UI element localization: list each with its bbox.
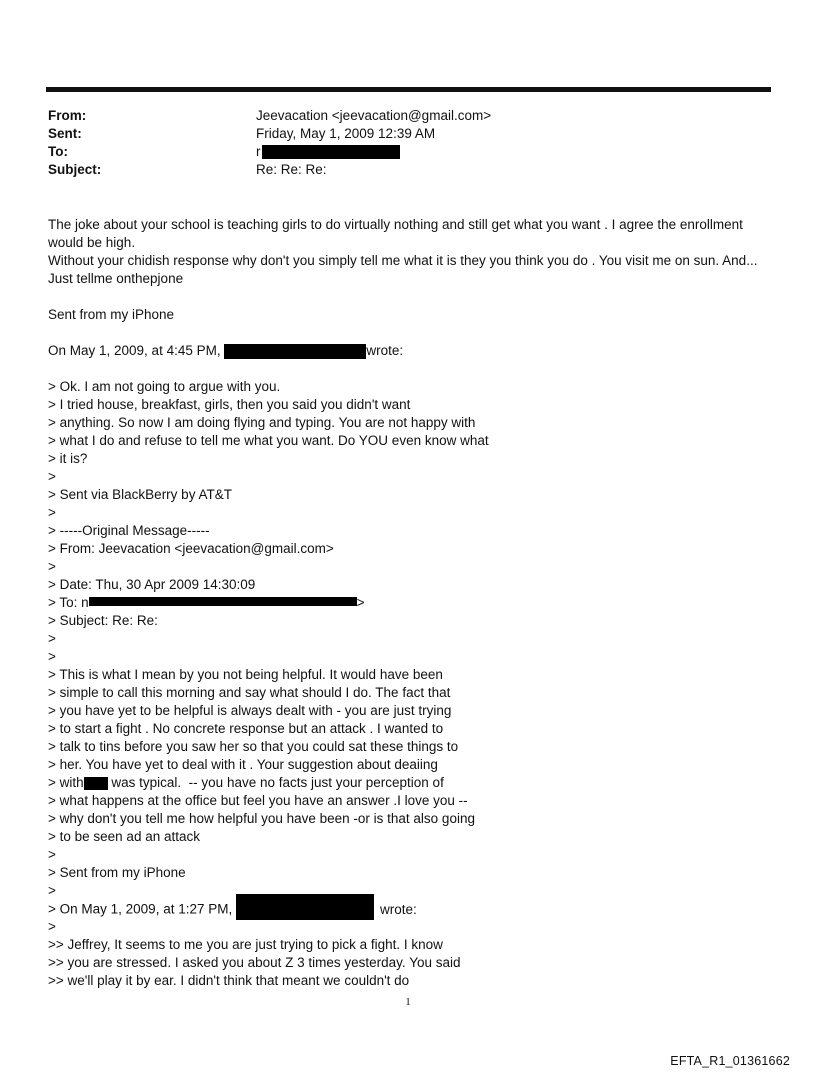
quote-line: > bbox=[48, 505, 56, 520]
email-body bbox=[48, 216, 773, 990]
spacer bbox=[48, 288, 773, 306]
from-row bbox=[48, 107, 768, 125]
attribution-2-suffix: wrote: bbox=[379, 901, 417, 917]
attribution-1-suffix: wrote: bbox=[366, 343, 404, 358]
to-value bbox=[256, 143, 400, 161]
quote-line: > what happens at the office but feel you have an answer .I love you -- bbox=[48, 793, 468, 808]
signature-1: Sent from my iPhone bbox=[48, 307, 175, 322]
quote-line: > bbox=[48, 469, 56, 484]
subject-value: Re: Re: Re: bbox=[256, 162, 327, 177]
quoted-to-suffix: > bbox=[356, 595, 365, 610]
quote-line: >> we'll play it by ear. I didn't think that meant we couldn't do bbox=[48, 973, 410, 988]
quote-line: > talk to tins before you saw her so that you could sat these things to bbox=[48, 739, 459, 754]
quote-line: > bbox=[48, 631, 56, 646]
spacer bbox=[48, 360, 773, 378]
page-number: 1 bbox=[405, 996, 411, 1008]
quote-line: > I tried house, breakfast, girls, then you said you didn't want bbox=[48, 397, 411, 412]
subject-row bbox=[48, 161, 768, 179]
quote-line: > This is what I mean by you not being helpful. It would have been bbox=[48, 667, 443, 682]
attribution-2-prefix: > On May 1, 2009, at 1:27 PM, bbox=[48, 901, 236, 917]
document-id: EFTA_R1_01361662 bbox=[670, 1054, 790, 1068]
quote-line: > to be seen ad an attack bbox=[48, 829, 200, 844]
quoted-with-prefix: > with bbox=[48, 775, 84, 790]
quote-line: > Subject: Re: Re: bbox=[48, 613, 158, 628]
quote-line: > why don't you tell me how helpful you have been -or is that also going bbox=[48, 811, 475, 826]
redaction-box bbox=[89, 597, 357, 606]
quote-line: > bbox=[48, 883, 56, 898]
quote-line: > Sent via BlackBerry by AT&T bbox=[48, 487, 232, 502]
attribution-1 bbox=[48, 342, 773, 360]
to-row bbox=[48, 143, 768, 161]
attribution-1-prefix: On May 1, 2009, at 4:45 PM, bbox=[48, 343, 225, 358]
sent-label: Sent: bbox=[48, 126, 82, 141]
quote-line: > simple to call this morning and say what should I do. The fact that bbox=[48, 685, 451, 700]
redaction-box bbox=[262, 145, 400, 159]
quote-line: > anything. So now I am doing flying and typing. You are not happy with bbox=[48, 415, 476, 430]
quote-line: >> you are stressed. I asked you about Z 3 times yesterday. You said bbox=[48, 955, 461, 970]
from-label: From: bbox=[48, 108, 87, 123]
quote-line: > bbox=[48, 847, 56, 862]
quoted-with-line bbox=[48, 774, 773, 792]
to-label: To: bbox=[48, 144, 68, 159]
from-value: Jeevacation <jeevacation@gmail.com> bbox=[256, 108, 492, 123]
quote-line: > Ok. I am not going to argue with you. bbox=[48, 379, 281, 394]
quote-line: > it is? bbox=[48, 451, 88, 466]
quote-line: > Date: Thu, 30 Apr 2009 14:30:09 bbox=[48, 577, 256, 592]
header-divider bbox=[46, 87, 771, 92]
quoted-block-2 bbox=[48, 612, 773, 774]
quoted-to-prefix: > To: n bbox=[48, 595, 89, 610]
body-paragraph-2: Without your chidish response why don't you simply tell me what it is they you think you do . You visit me on sun. And... Just tellme onthepjone bbox=[48, 253, 762, 286]
quote-line: > From: Jeevacation <jeevacation@gmail.com> bbox=[48, 541, 334, 556]
quote-line: > -----Original Message----- bbox=[48, 523, 210, 538]
email-header bbox=[48, 107, 768, 179]
quote-line: > bbox=[48, 559, 56, 574]
quote-line: > bbox=[48, 919, 56, 934]
redaction-box bbox=[236, 894, 374, 920]
quoted-block-1 bbox=[48, 378, 773, 594]
redaction-box bbox=[84, 777, 108, 790]
attribution-2 bbox=[48, 900, 773, 918]
quoted-block-3 bbox=[48, 792, 773, 900]
quoted-to-line bbox=[48, 594, 773, 612]
body-paragraph-1: The joke about your school is teaching girls to do virtually nothing and still get what you want . I agree the enrollment would be high. bbox=[48, 217, 747, 250]
quote-line: > to start a fight . No concrete response but an attack . I wanted to bbox=[48, 721, 444, 736]
quote-line: > what I do and refuse to tell me what you want. Do YOU even know what bbox=[48, 433, 489, 448]
subject-label: Subject: bbox=[48, 162, 102, 177]
quote-line: > bbox=[48, 649, 56, 664]
sent-value: Friday, May 1, 2009 12:39 AM bbox=[256, 126, 436, 141]
quoted-block-4 bbox=[48, 918, 773, 990]
quote-line: >> Jeffrey, It seems to me you are just trying to pick a fight. I know bbox=[48, 937, 443, 952]
spacer bbox=[48, 324, 773, 342]
to-value-prefix: r bbox=[256, 144, 261, 159]
redaction-box bbox=[224, 344, 366, 359]
quote-line: > her. You have yet to deal with it . Your suggestion about deaiing bbox=[48, 757, 438, 772]
quoted-with-suffix: was typical. -- you have no facts just your perception of bbox=[107, 775, 444, 790]
quote-line: > you have yet to be helpful is always dealt with - you are just trying bbox=[48, 703, 452, 718]
quote-line: > Sent from my iPhone bbox=[48, 865, 186, 880]
sent-row bbox=[48, 125, 768, 143]
